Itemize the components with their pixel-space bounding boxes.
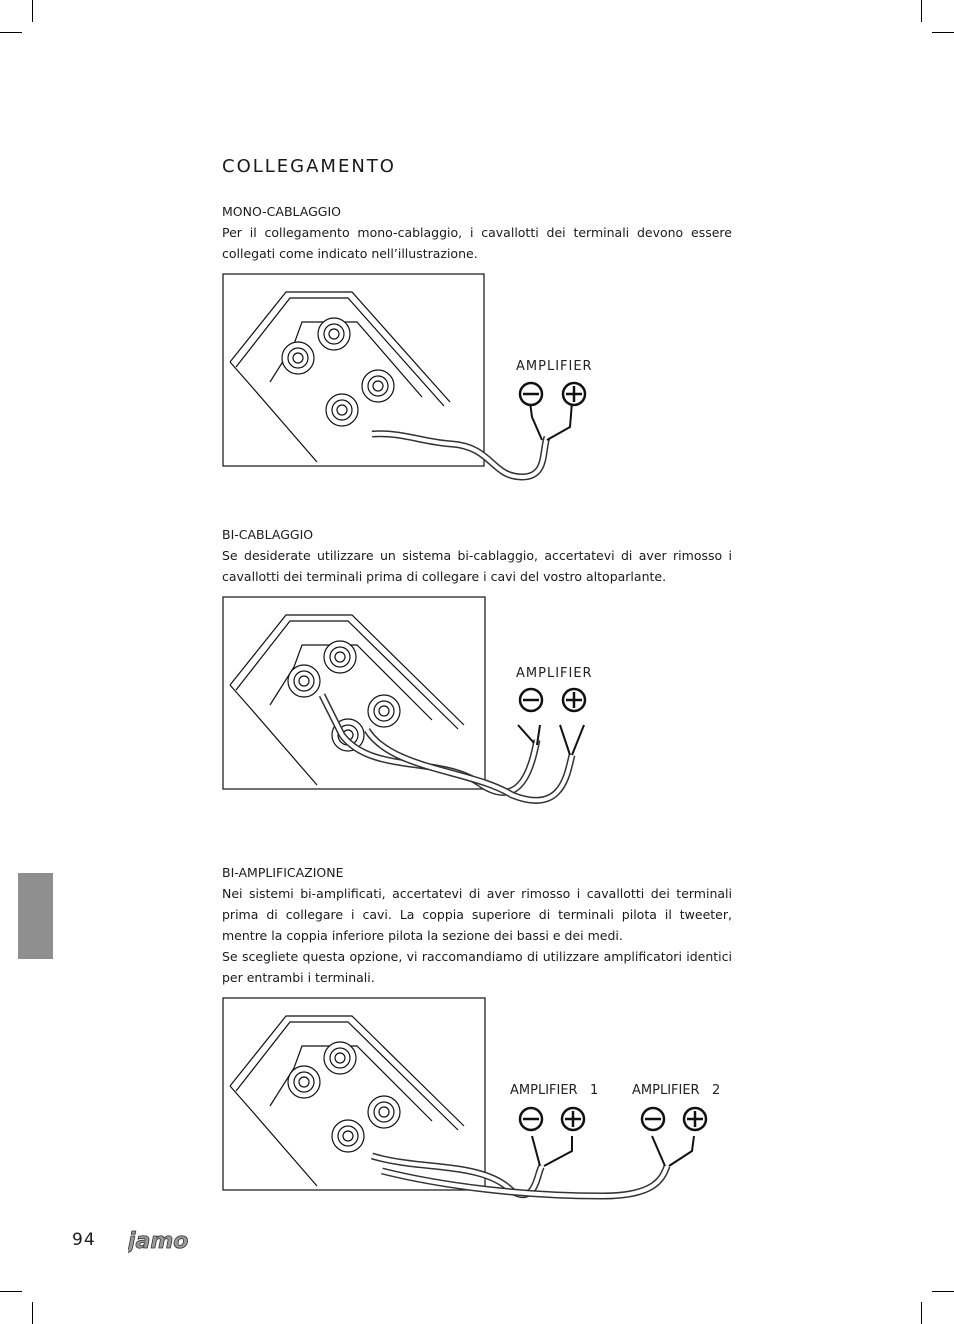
paragraph: Per il collegamento mono-cablaggio, i cavallotti dei terminali devono essere collegati come indicato nell’illustrazione. [222,225,732,261]
section-heading-bi-amp: BI-AMPLIFICAZIONE [222,865,344,880]
crop-mark [0,1291,22,1292]
jamo-logo [128,1230,210,1254]
logo-text: jamo [128,1230,189,1254]
section-text-bi-amp [222,883,732,988]
language-tab [18,873,53,959]
section-text-bi-wiring [222,545,732,587]
crop-mark [32,0,33,22]
paragraph: Se desiderate utilizzare un sistema bi-cablaggio, accertatevi di aver rimosso i cavallotti dei terminali prima di collegare i cavi del vostro altoparlante. [222,548,732,584]
amplifier-label: AMPLIFIER [516,666,593,681]
crop-mark [921,1302,922,1324]
bi-wiring-diagram [222,595,622,810]
page-number: 94 [72,1230,96,1250]
paragraph: Nei sistemi bi-amplificati, accertatevi di aver rimosso i cavallotti dei terminali prima di collegare i cavi. La coppia superiore di terminali pilota il tweeter, mentre la coppia inferiore pilota la sezione dei bassi e dei medi. [222,886,732,943]
section-heading-mono: MONO-CABLAGGIO [222,204,342,219]
crop-mark [932,32,954,33]
page-title: COLLEGAMENTO [222,156,396,177]
crop-mark [0,32,22,33]
section-text-mono [222,222,732,264]
bi-amp-diagram [222,996,732,1210]
amplifier-1-label: AMPLIFIER 1 [510,1083,599,1098]
crop-mark [921,0,922,22]
section-heading-bi-wiring: BI-CABLAGGIO [222,527,314,542]
crop-mark [32,1302,33,1324]
paragraph: Se scegliete questa opzione, vi raccomandiamo di utilizzare amplificatori identici per entrambi i terminali. [222,949,732,985]
amplifier-label: AMPLIFIER [516,359,593,374]
mono-wiring-diagram [222,272,622,484]
crop-mark [932,1291,954,1292]
amplifier-2-label: AMPLIFIER 2 [632,1083,721,1098]
